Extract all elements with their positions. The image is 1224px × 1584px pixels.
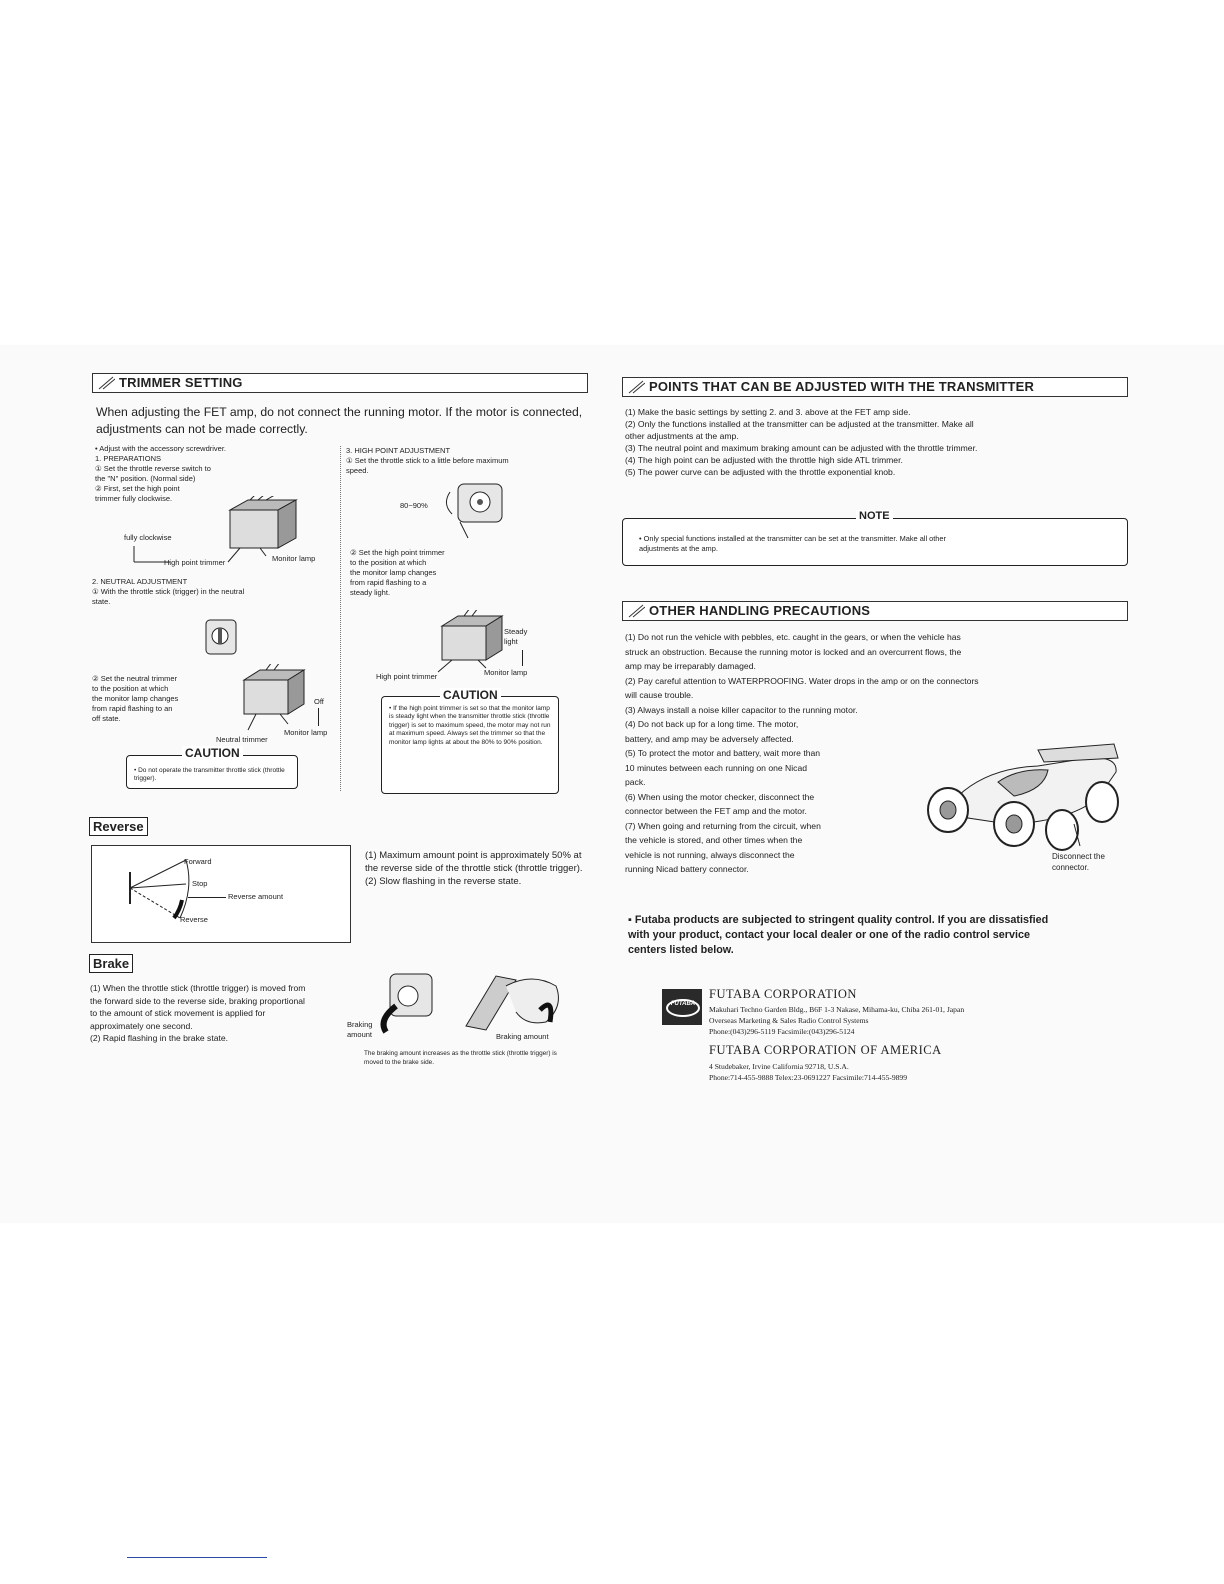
company-name-2: FUTABA CORPORATION OF AMERICA [709,1043,942,1057]
monitor-lamp-label-2: Monitor lamp [284,728,328,737]
rc-buggy-illustration [918,738,1128,856]
points-item: (3) The neutral point and maximum braking amount can be adjusted with the throttle trimmer. [625,443,978,454]
precaution-item: running Nicad battery connector. [625,864,749,874]
slash-icon [627,604,645,618]
precautions-title: OTHER HANDLING PRECAUTIONS [649,603,871,618]
monitor-lamp-label-3: Monitor lamp [484,668,528,677]
caution-title-2: CAUTION [440,688,501,702]
reverse-note: (1) Maximum amount point is approximately 50% at the reverse side of the throttle stick (throttle trigger). [365,850,583,874]
futaba-logo [662,989,702,1025]
precaution-item: 10 minutes between each running on one Nicad [625,762,808,773]
reverse-notes [365,849,593,888]
braking-amount-right: Braking amount [496,1032,549,1041]
precautions-header [622,601,1128,621]
neutral2-line: the monitor lamp changes [92,694,179,703]
high-point-trimmer-text [350,548,500,598]
reverse-end-label: Reverse [180,915,208,924]
note-line-1: • Only special functions installed at the transmitter can be set at the transmitter. Make all other [639,534,946,543]
note-title: NOTE [856,510,893,522]
company-phone-1: Phone:(043)296-5119 Facsimile:(043)296-5124 [709,1027,855,1036]
caution-body-1: • Do not operate the transmitter throttle stick (throttle trigger). [134,767,285,783]
neutral-trimmer-text [92,674,242,724]
forward-label: Forward [184,857,212,866]
precaution-item: (7) When going and returning from the circuit, when [625,820,821,831]
company-address-2: Overseas Marketing & Sales Radio Control Systems [709,1016,869,1025]
company-address-3: 4 Studebaker, Irvine California 92718, U.S.A. [709,1062,849,1071]
fully-clockwise-label: fully clockwise [124,533,172,542]
slash-icon [627,380,645,394]
throttle-stick-figure [440,478,510,542]
brake-trigger-figure-2 [456,966,576,1036]
braking-amount-left: Braking amount [347,1020,373,1039]
col2-line: 3. HIGH POINT ADJUSTMENT [346,446,451,455]
company-phone-2: Phone:714-455-9888 Telex:23-0691227 Facsimile:714-455-9899 [709,1073,908,1082]
throttle-percent-label: 80~90% [400,501,428,510]
logo-text: FUTABA [670,1001,696,1007]
precaution-item: (3) Always install a noise killer capacitor to the running motor. [625,704,858,715]
precaution-item: battery, and amp may be adversely affected. [625,733,794,744]
neutral2-line: ② Set the neutral trimmer [92,674,178,683]
col2b-line: steady light. [350,588,391,597]
high-point-adjustment-text [346,446,586,476]
prep-line: the "N" position. (Normal side) [95,474,196,483]
brake-note: (2) Rapid flashing in the brake state. [90,1033,229,1044]
neutral-line: ① With the throttle stick (trigger) in the neutral [92,587,245,596]
neutral-line: 2. NEUTRAL ADJUSTMENT [92,577,188,586]
precaution-item: (6) When using the motor checker, disconnect the [625,791,815,802]
reverse-label: Reverse [89,817,148,836]
reverse-amount-line [188,897,226,898]
precaution-item: vehicle is not running, always disconnect the [625,849,795,860]
trimmer-intro: When adjusting the FET amp, do not connect the running motor. If the motor is connected, adjustments can not be made correctly. [96,405,583,436]
prep-line: • Adjust with the accessory screwdriver. [95,444,227,453]
reverse-note: (2) Slow flashing in the reverse state. [365,876,522,887]
points-item: (2) Only the functions installed at the transmitter can be adjusted at the transmitter. Make all [625,419,974,430]
neutral2-line: from rapid flashing to an [92,704,173,713]
precaution-item: amp may be irreparably damaged. [625,661,756,671]
precaution-item: pack. [625,777,646,787]
precaution-item: will cause trouble. [625,690,694,700]
col2-line: speed. [346,466,369,475]
col2b-line: from rapid flashing to a [350,578,427,587]
points-header [622,377,1128,397]
neutral2-line: to the position at which [92,684,169,693]
high-point-trimmer-label: High point trimmer [164,558,226,567]
trimmer-setting-header [92,373,588,393]
steady-light-label: Steady light [504,627,528,646]
monitor-lamp-label: Monitor lamp [272,554,316,563]
brake-notes [90,982,306,1045]
disconnect-label-2: connector. [1052,863,1089,872]
steady-light-arrow [522,650,523,666]
trigger-neutral-figure [200,616,244,660]
quality-line: ▪ Futaba products are subjected to stringent quality control. If you are dissatisfied [628,914,1049,926]
column-divider [340,446,341,791]
high-point-trimmer-label-2: High point trimmer [376,672,438,681]
precaution-item: the vehicle is stored, and other times when the [625,835,803,845]
points-item: (5) The power curve can be adjusted with the throttle exponential knob. [625,467,896,478]
reverse-amount-label: Reverse amount [228,892,284,901]
quality-line: with your product, contact your local dealer or one of the radio control service [628,929,1030,941]
caution-title-1: CAUTION [182,746,243,760]
precaution-item: struck an obstruction. Because the running motor is locked and an overcurrent flows, the [625,646,962,657]
points-item: other adjustments at the amp. [625,431,739,442]
brake-caption: The braking amount increases as the throttle stick (throttle trigger) is moved to the brake side. [364,1050,557,1066]
col2b-line: to the position at which [350,558,427,567]
trimmer-setting-title: TRIMMER SETTING [119,375,243,390]
precaution-item: (1) Do not run the vehicle with pebbles, etc. caught in the gears, or when the vehicle has [625,632,961,642]
prep-line: ① Set the throttle reverse switch to [95,464,211,473]
col2b-line: the monitor lamp changes [350,568,437,577]
off-arrow [318,708,319,726]
neutral-line: state. [92,597,111,606]
prep-line: trimmer fully clockwise. [95,494,173,503]
off-label: Off [314,697,324,706]
precaution-item: (5) To protect the motor and battery, wait more than [625,748,821,758]
points-item: (4) The high point can be adjusted with the throttle high side ATL trimmer. [625,455,903,466]
company-address-1: Makuhari Techno Garden Bldg., B6F 1-3 Nakase, Mihama-ku, Chiba 261-01, Japan [709,1005,965,1014]
footer-rule [127,1557,267,1558]
slash-icon [97,376,115,390]
col2b-line: ② Set the high point trimmer [350,548,445,557]
caution-body-2: • If the high point trimmer is set so that the monitor lamp is steady light when the transmitter throttle stick (throttle trigger) is set to maximum speed, the motor may not run at maximum speed. Always set the trimmer so that the monitor lamp lights at about the 80% to 90% position. [389,705,551,746]
prep-line: 1. PREPARATIONS [95,454,161,463]
stop-label: Stop [192,879,208,888]
neutral-trimmer-label: Neutral trimmer [216,735,268,744]
points-item: (1) Make the basic settings by setting 2. and 3. above at the FET amp side. [625,407,911,417]
brake-label: Brake [89,954,133,973]
precaution-item: connector between the FET amp and the motor. [625,806,807,816]
note-line-2: adjustments at the amp. [639,544,718,553]
precaution-item: (4) Do not back up for a long time. The motor, [625,719,799,729]
points-title: POINTS THAT CAN BE ADJUSTED WITH THE TRANSMITTER [649,379,1035,394]
preparations-text [95,444,335,504]
brake-note: (1) When the throttle stick (throttle trigger) is moved from the forward side to the reverse side, braking proportional to the amount of stick movement is applied for approximately one second. [90,983,306,1031]
prep-line: ② First, set the high point [95,484,180,493]
neutral2-line: off state. [92,714,121,723]
disconnect-label-1: Disconnect the [1052,852,1105,861]
precaution-item: (2) Pay careful attention to WATERPROOFING. Water drops in the amp or on the connectors [625,675,979,686]
quality-statement [628,913,1128,958]
amp-neutral-figure [236,664,316,736]
company-name-1: FUTABA CORPORATION [709,987,857,1001]
col2-line: ① Set the throttle stick to a little before maximum [346,456,509,465]
points-list [625,406,1125,479]
quality-line: centers listed below. [628,944,734,956]
neutral-adjustment-text [92,577,337,607]
